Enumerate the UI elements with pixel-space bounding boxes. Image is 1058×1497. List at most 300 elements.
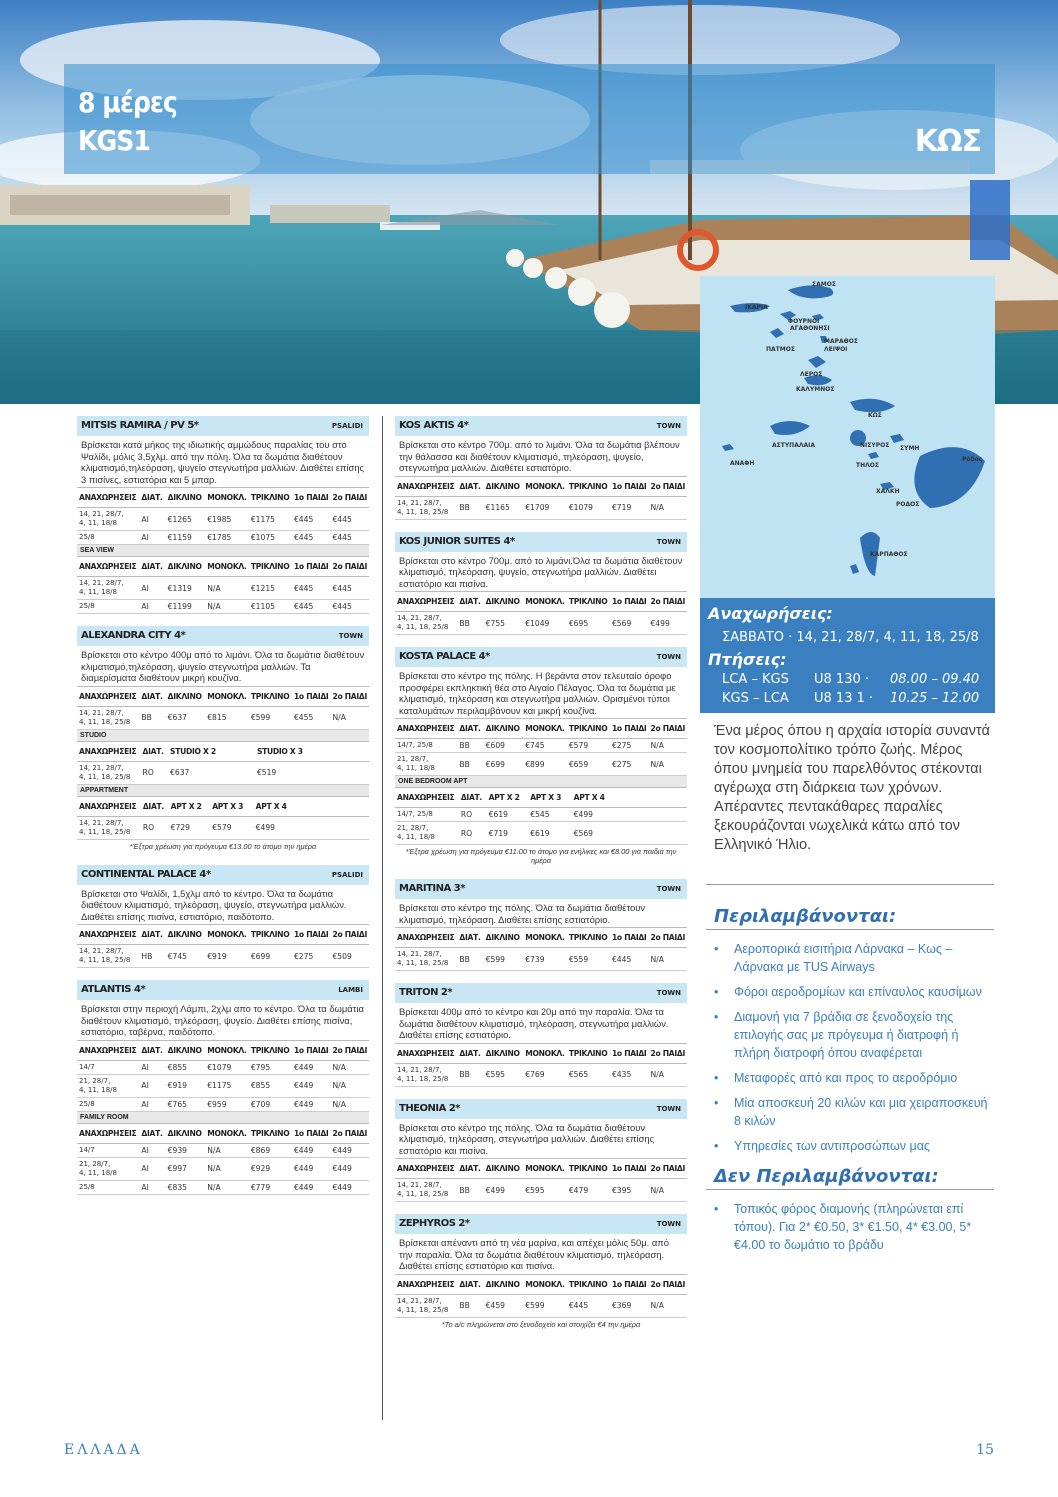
table-cell: €499 [254, 816, 297, 839]
table-cell [305, 761, 337, 784]
table-cell: RO [141, 816, 169, 839]
table-cell: €545 [528, 808, 571, 822]
table-cell: €745 [166, 945, 206, 968]
column-header: 1ο ΠΑΙΔΙ [292, 557, 331, 577]
hotel-description: Βρίσκεται στο Ψαλίδι, 1,5χλμ από το κέντρο. Όλα τα δωμάτια διαθέτουν κλιματισμό, τηλεόραση, ψυγείο, στεγνωτήρα μαλλιών. Διαθέτει επίσης πισίνα, εστιατόριο, παιδότοπο. [81, 887, 347, 922]
table-cell: N/A [648, 1294, 687, 1317]
table-cell: 25/8 [77, 600, 139, 614]
table-cell: €719 [487, 822, 529, 845]
hotel-description: Βρίσκεται απέναντι από τη νέα μαρίνα, και απέχει μόλις 50μ. από την παραλία. Όλα τα δωμάτια διαθέτουν κλιματισμό, τηλεόραση. Διαθέτει επίσης εστιατόριο και πισίνα. [399, 1237, 669, 1271]
hotel-card [395, 879, 687, 971]
column-header: ΔΙΚΛΙΝΟ [166, 488, 206, 508]
hotel-name: TRITON 2* [399, 987, 453, 998]
column-header: ΤΡΙΚΛΙΝΟ [567, 1274, 610, 1294]
column-header: ΑΝΑΧΩΡΗΣΕΙΣ [395, 719, 457, 739]
table-cell: €579 [210, 816, 253, 839]
divider [706, 929, 994, 930]
table-cell: 14, 21, 28/7, 4, 11, 18, 25/8 [77, 706, 139, 729]
column-header [218, 741, 255, 761]
table-cell: €765 [166, 1097, 206, 1111]
column-header: ΜΟΝΟΚΛ. [523, 476, 567, 496]
not-included-list [714, 1200, 996, 1261]
table-cell: BB [457, 496, 483, 519]
table-cell: €855 [249, 1074, 292, 1097]
hotel-description: Βρίσκεται στην περιοχή Λάμπι, 2χλμ απο το κέντρο. Όλα τα δωμάτια διαθέτουν κλιματισμό, τηλεόραση, ψυγείο. Διαθέτει επίσης πισίνα, εστιατόριο, ταβέρνα, παιδότοπο. [81, 1003, 364, 1037]
map-label-nisyros: ΝΙΣΥΡΟΣ [860, 442, 890, 449]
hotel-card [77, 865, 369, 969]
room-type-label: FAMILY ROOM [77, 1112, 369, 1123]
hotel-name: ATLANTIS 4* [81, 984, 146, 995]
hotel-description: Βρίσκεται στο κέντρο της πόλης. Όλα τα δωμάτια διαθέτουν κλιματισμό, τηλεόραση. Διαθέτει επίσης εστιατόριο. [399, 902, 646, 925]
hotel-card [77, 626, 369, 853]
column-header: ΑΝΑΧΩΡΗΣΕΙΣ [395, 788, 459, 808]
table-cell: N/A [330, 706, 369, 729]
table-cell: 14, 21, 28/7, 4, 11, 18, 25/8 [77, 761, 141, 784]
table-cell: €1075 [249, 531, 292, 545]
hotel-name: THEONIA 2* [399, 1102, 461, 1114]
table-cell: HB [139, 945, 165, 968]
column-header: ΑΝΑΧΩΡΗΣΕΙΣ [77, 1040, 139, 1060]
table-cell: €499 [572, 808, 615, 822]
table-row [395, 808, 687, 822]
column-header: 2ο ΠΑΙΔΙ [330, 1123, 369, 1143]
column-header: ΑΝΑΧΩΡΗΣΕΙΣ [77, 925, 139, 945]
column-header: APT X 3 [528, 788, 571, 808]
table-cell: 14/7 [77, 1143, 139, 1157]
table-cell: AI [139, 531, 165, 545]
table-row [77, 1180, 369, 1194]
column-header: ΔΙΑΤ. [457, 592, 483, 612]
table-cell: €445 [292, 577, 331, 600]
column-header: ΔΙΑΤ. [457, 1043, 483, 1063]
days-title: 8 μέρες [78, 86, 177, 119]
column-header: ΔΙΚΛΙΝΟ [166, 686, 206, 706]
column-header: ΜΟΝΟΚΛ. [205, 557, 249, 577]
table-cell: AI [139, 577, 165, 600]
table-cell: €719 [610, 496, 649, 519]
hotel-description: Βρίσκεται κατά μήκος της ιδιωτικής αμμώδους παραλίας του στο Ψαλίδι, μόλις 3,5χλμ. από την πόλη. Όλα τα δωμάτια διαθέτουν κλιματισμό,τηλεόραση, ψυγείο στεγνωτήρα μαλλιών. Διαθέτει επίσης 3 πισίνες, εστιατόρια και 5 μπαρ. [81, 439, 365, 485]
table-cell: N/A [205, 600, 249, 614]
table-cell: €1175 [205, 1074, 249, 1097]
price-table [395, 1274, 687, 1318]
table-cell: €445 [292, 508, 331, 531]
table-cell: 14, 21, 28/7, 4, 11, 18, 25/8 [395, 496, 457, 519]
table-row [395, 1294, 687, 1317]
flights-label: Πτήσεις: [708, 650, 787, 669]
price-table [395, 1158, 687, 1202]
hotel-location: TOWN [656, 885, 681, 893]
column-header: 1ο ΠΑΙΔΙ [610, 719, 649, 739]
table-cell [651, 822, 687, 845]
table-cell: €479 [567, 1179, 610, 1202]
table-cell: 14/7, 25/8 [395, 739, 457, 753]
table-cell: €569 [572, 822, 615, 845]
column-header: ΤΡΙΚΛΙΝΟ [567, 719, 610, 739]
table-cell: RO [459, 822, 487, 845]
table-cell: N/A [330, 1074, 369, 1097]
column-header: ΜΟΝΟΚΛ. [523, 592, 567, 612]
column-header [333, 796, 369, 816]
map-label-fournoi: ΦΟΥΡΝΟΙ [788, 318, 820, 325]
table-cell: N/A [205, 577, 249, 600]
map-label-ikaria: ΙΚΑΡΙΑ [745, 304, 768, 311]
table-cell: €1265 [166, 508, 206, 531]
table-cell: €637 [168, 761, 218, 784]
table-cell: BB [457, 948, 483, 971]
table-cell [297, 816, 333, 839]
hotel-header [395, 416, 687, 436]
table-cell: €695 [567, 612, 610, 635]
column-header: ΜΟΝΟΚΛ. [205, 925, 249, 945]
price-table [77, 556, 369, 614]
hotel-description: Βρίσκεται στο κέντρο 700μ. από το λιμάνι.Όλα τα δωμάτια διαθέτουν κλιματισμό, τηλεόραση, ψυγείο, στεγνωτήρα μαλλιών. Διαθέτει εστιατόριο και πισίνα. [399, 554, 683, 589]
column-header: 1ο ΠΑΙΔΙ [610, 928, 649, 948]
table-cell: 14, 21, 28/7, 4, 11, 18, 25/8 [77, 945, 139, 968]
table-row [77, 1074, 369, 1097]
table-cell: €445 [330, 508, 369, 531]
departures-label: Αναχωρήσεις: [708, 604, 833, 623]
column-header: ΜΟΝΟΚΛ. [205, 1040, 249, 1060]
table-cell: AI [139, 600, 165, 614]
column-header: ΑΝΑΧΩΡΗΣΕΙΣ [77, 1123, 139, 1143]
table-row [77, 1060, 369, 1074]
price-table [77, 1040, 369, 1112]
table-cell: €1215 [249, 577, 292, 600]
table-cell: €449 [292, 1097, 331, 1111]
table-cell [337, 761, 369, 784]
table-cell: €709 [249, 1097, 292, 1111]
column-header: ΑΝΑΧΩΡΗΣΕΙΣ [395, 1274, 457, 1294]
column-header: 2ο ΠΑΙΔΙ [648, 928, 687, 948]
table-cell [333, 816, 369, 839]
column-header: ΔΙΚΛΙΝΟ [166, 1040, 206, 1060]
table-cell: €1105 [249, 600, 292, 614]
table-cell: N/A [205, 1180, 249, 1194]
table-cell: €445 [292, 531, 331, 545]
table-row [395, 1063, 687, 1086]
hotels-column-left [77, 416, 369, 1207]
included-item: • Υπηρεσίες των αντιπροσώπων μας [714, 1137, 996, 1155]
table-cell [218, 761, 255, 784]
column-header: ΔΙΑΤ. [457, 1274, 483, 1294]
table-cell: €795 [249, 1060, 292, 1074]
column-header: 1ο ΠΑΙΔΙ [610, 476, 649, 496]
room-type-label: STUDIO [77, 730, 369, 741]
column-header: ΑΝΑΧΩΡΗΣΕΙΣ [77, 557, 139, 577]
table-row [395, 496, 687, 519]
hotel-header [77, 865, 369, 885]
room-type-label: ONE BEDROOM APT [395, 776, 687, 787]
column-header: 1ο ΠΑΙΔΙ [292, 1123, 331, 1143]
table-cell [615, 808, 651, 822]
departures-dates: ΣΑΒΒΑΤΟ · 14, 21, 28/7, 4, 11, 18, 25/8 [722, 630, 979, 645]
hotel-location: PSALIDI [331, 422, 363, 430]
column-header: ΔΙΚΛΙΝΟ [484, 1043, 524, 1063]
table-cell: €959 [205, 1097, 249, 1111]
table-cell [615, 822, 651, 845]
column-header: ΤΡΙΚΛΙΝΟ [567, 1043, 610, 1063]
table-cell: €449 [330, 1157, 369, 1180]
table-cell: €449 [292, 1143, 331, 1157]
table-cell: €1985 [205, 508, 249, 531]
price-table [395, 591, 687, 635]
column-header: 1ο ΠΑΙΔΙ [292, 925, 331, 945]
table-cell: 14, 21, 28/7, 4, 11, 18, 25/8 [395, 612, 457, 635]
table-cell: BB [457, 739, 483, 753]
column-divider [382, 416, 383, 1420]
column-header: ΜΟΝΟΚΛ. [523, 719, 567, 739]
hotel-name: KOS AKTIS 4* [399, 420, 469, 431]
map-label-agathonisi: ΑΓΑΘΟΝΗΣΙ [790, 325, 830, 332]
divider [706, 884, 994, 885]
table-cell: €445 [567, 1294, 610, 1317]
price-table [395, 1043, 687, 1087]
hotel-card [77, 980, 369, 1195]
hotel-card [395, 983, 687, 1087]
table-cell: N/A [330, 1060, 369, 1074]
table-cell: €637 [166, 706, 206, 729]
table-row [395, 753, 687, 776]
column-header: 1ο ΠΑΙΔΙ [610, 1159, 649, 1179]
included-item: • Μία αποσκευή 20 κιλών και μια χειραποσκευή 8 κιλών [714, 1094, 996, 1130]
table-row [77, 1157, 369, 1180]
table-row [77, 945, 369, 968]
column-header: ΔΙΑΤ. [141, 741, 169, 761]
column-header: ΜΟΝΟΚΛ. [205, 488, 249, 508]
column-header: ΤΡΙΚΛΙΝΟ [249, 1040, 292, 1060]
table-cell: N/A [648, 496, 687, 519]
table-cell: €659 [567, 753, 610, 776]
hotel-name: MITSIS RAMIRA / PV 5* [81, 420, 199, 431]
column-header: ΔΙΚΛΙΝΟ [484, 719, 524, 739]
table-cell: 21, 28/7, 4, 11, 18/8 [395, 822, 459, 845]
included-item: • Φόροι αεροδρομίων και επίναυλος καυσίμων [714, 983, 996, 1001]
table-cell: BB [457, 612, 483, 635]
table-cell: €835 [166, 1180, 206, 1194]
hotel-location: TOWN [656, 537, 681, 546]
table-cell: €1319 [166, 577, 206, 600]
column-header: ΔΙΑΤ. [457, 1159, 483, 1179]
column-header [297, 796, 333, 816]
table-cell: BB [457, 1294, 483, 1317]
table-cell: €919 [205, 945, 249, 968]
table-cell: 14, 21, 28/7, 4, 11, 18, 25/8 [77, 816, 141, 839]
included-item: • Αεροπορικά εισιτήρια Λάρνακα – Κως – Λάρνακα με TUS Airways [714, 940, 996, 976]
column-header: ΜΟΝΟΚΛ. [205, 686, 249, 706]
price-table [77, 924, 369, 968]
table-cell: €579 [567, 739, 610, 753]
table-cell: €1079 [567, 496, 610, 519]
map-label-leipsoi: ΛΕΙΨΟΙ [824, 346, 848, 353]
column-header: ΑΝΑΧΩΡΗΣΕΙΣ [77, 796, 141, 816]
table-cell: 14, 21, 28/7, 4, 11, 18, 25/8 [395, 1179, 457, 1202]
table-row [77, 1143, 369, 1157]
column-header: ΔΙΑΤ. [139, 1123, 165, 1143]
price-table [395, 787, 687, 845]
hotel-card [395, 647, 687, 867]
price-table [77, 796, 369, 840]
table-cell: €445 [292, 600, 331, 614]
table-cell: €445 [330, 577, 369, 600]
flight-number: U8 130 · [814, 672, 869, 687]
map-label-patmos: ΠΑΤΜΟΣ [766, 346, 795, 353]
column-header: ΤΡΙΚΛΙΝΟ [249, 1123, 292, 1143]
table-cell: BB [139, 706, 165, 729]
column-header: ΑΝΑΧΩΡΗΣΕΙΣ [395, 1043, 457, 1063]
table-cell: AI [139, 508, 165, 531]
table-cell: BB [457, 1179, 483, 1202]
table-cell: €1199 [166, 600, 206, 614]
map-label-rodos: ΡΟΔΟΣ [896, 501, 920, 508]
table-cell: €459 [484, 1294, 524, 1317]
column-header: ΑΝΑΧΩΡΗΣΕΙΣ [395, 476, 457, 496]
table-cell: €919 [166, 1074, 206, 1097]
column-header: ΔΙΑΤ. [141, 796, 169, 816]
map-label-symi: ΣΥΜΗ [900, 445, 920, 452]
column-header: ΤΡΙΚΛΙΝΟ [249, 488, 292, 508]
table-cell: €1079 [205, 1060, 249, 1074]
table-cell: €815 [205, 706, 249, 729]
table-cell: €599 [523, 1294, 567, 1317]
hotel-note: *Έξτρα χρέωση για πρόγευμα €11.00 το άτομο για ενήλικες και €8.00 για παιδιά την ημέρα [405, 847, 677, 865]
table-row [77, 1097, 369, 1111]
hotel-location: TOWN [656, 653, 681, 661]
column-header: 1ο ΠΑΙΔΙ [610, 592, 649, 612]
column-header: ΔΙΚΛΙΝΟ [166, 1123, 206, 1143]
table-cell: 25/8 [77, 1180, 139, 1194]
column-header: ΔΙΚΛΙΝΟ [484, 1159, 524, 1179]
map-label-tilos: ΤΗΛΟΣ [856, 462, 879, 469]
table-cell [651, 808, 687, 822]
table-row [395, 612, 687, 635]
table-cell: N/A [648, 948, 687, 971]
table-cell: €609 [484, 739, 524, 753]
price-table [77, 686, 369, 730]
column-header: APT X 2 [487, 788, 529, 808]
column-header: 2ο ΠΑΙΔΙ [330, 1040, 369, 1060]
hotel-description: Βρίσκεται στο κέντρο 700μ. από το λιμάνι. Όλα τα δωμάτια βλέπουν την θάλασσα και διαθέτουν κλιματισμό, τηλεόραση, ψυγείο, στεγνωτήρα μαλλιών. Διαθέτει εστιατόριο. [399, 439, 680, 473]
hotel-location: LAMBI [338, 986, 363, 994]
table-cell: €595 [523, 1179, 567, 1202]
table-cell: €619 [528, 822, 571, 845]
table-cell: €619 [487, 808, 529, 822]
table-cell: €449 [292, 1157, 331, 1180]
included-list [714, 940, 996, 1162]
column-header: ΔΙΚΛΙΝΟ [484, 1274, 524, 1294]
not-included-title: Δεν Περιλαμβάνονται: [714, 1166, 939, 1187]
table-cell: €509 [330, 945, 369, 968]
column-header: ΔΙΑΤ. [139, 557, 165, 577]
table-cell: €1709 [523, 496, 567, 519]
column-header: 2ο ΠΑΙΔΙ [330, 488, 369, 508]
column-header: STUDIO X 3 [255, 741, 305, 761]
column-header [337, 741, 369, 761]
table-cell: RO [141, 761, 169, 784]
hotel-location: TOWN [656, 1104, 681, 1113]
table-cell: €739 [523, 948, 567, 971]
table-cell: €559 [567, 948, 610, 971]
table-cell: €595 [484, 1063, 524, 1086]
table-cell: €565 [567, 1063, 610, 1086]
hotel-location: PSALIDI [331, 870, 363, 879]
column-header: 2ο ΠΑΙΔΙ [648, 1274, 687, 1294]
table-cell: €449 [330, 1180, 369, 1194]
page-number: 15 [976, 1442, 994, 1458]
table-cell: €499 [484, 1179, 524, 1202]
column-header: 2ο ΠΑΙΔΙ [648, 1159, 687, 1179]
column-header: ΜΟΝΟΚΛ. [523, 1043, 567, 1063]
price-table [395, 927, 687, 971]
hotel-card [395, 1099, 687, 1203]
hotel-location: TOWN [338, 632, 363, 640]
hotel-header [395, 647, 687, 667]
hotel-card [395, 1214, 687, 1331]
table-cell: N/A [648, 739, 687, 753]
hotels-column-right [395, 416, 687, 1343]
table-cell: AI [139, 1074, 165, 1097]
hotel-note: *Έξτρα χρέωση για πρόγευμα €13.00 το άτομο την ημέρα [129, 841, 317, 851]
column-header: 1ο ΠΑΙΔΙ [292, 686, 331, 706]
table-row [77, 816, 369, 839]
column-header: 1ο ΠΑΙΔΙ [610, 1274, 649, 1294]
room-type-label: SEA VIEW [77, 545, 369, 556]
column-header: ΤΡΙΚΛΙΝΟ [249, 557, 292, 577]
table-cell: €729 [169, 816, 211, 839]
hotel-name: ZEPHYROS 2* [399, 1218, 470, 1229]
table-row [77, 706, 369, 729]
column-header: ΔΙΑΤ. [139, 925, 165, 945]
footer-country: ΕΛΛΑΔΑ [64, 1442, 143, 1458]
column-header: ΑΝΑΧΩΡΗΣΕΙΣ [395, 592, 457, 612]
hotel-location: TOWN [656, 422, 681, 430]
table-cell: €1175 [249, 508, 292, 531]
table-cell: N/A [648, 1179, 687, 1202]
column-header: ΜΟΝΟΚΛ. [205, 1123, 249, 1143]
hotel-name: KOS JUNIOR SUITES 4* [399, 535, 515, 547]
table-row [395, 948, 687, 971]
hotel-name: ALEXANDRA CITY 4* [81, 630, 186, 641]
table-cell: €1785 [205, 531, 249, 545]
price-table [395, 476, 687, 520]
table-cell: 21, 28/7, 4, 11, 18/8 [77, 1157, 139, 1180]
hotel-name: MARITINA 3* [399, 883, 465, 894]
table-cell: €699 [249, 945, 292, 968]
column-header: ΔΙΑΤ. [139, 488, 165, 508]
map-label-marathos: ΜΑΡΑΘΟΣ [824, 338, 858, 345]
hotel-card [395, 416, 687, 520]
table-cell: €1159 [166, 531, 206, 545]
table-cell: RO [459, 808, 487, 822]
destination-description: Ένα μέρος όπου η αρχαία ιστορία συναντά τον κοσμοπολίτικο τρόπο ζωής. Μέρος όπου μνημεία του παρελθόντος στέκονται αγέρωχα στη διάρκεια των χρόνων. Απέραντες πεντακάθαρες παραλίες ξεκουράζονται νωχελικά κάτω από τον Ελληνικό Ήλιο. [714, 723, 990, 853]
table-row [77, 577, 369, 600]
table-cell: 25/8 [77, 531, 139, 545]
hotel-header [77, 980, 369, 1000]
price-table [77, 487, 369, 545]
column-header: ΜΟΝΟΚΛ. [523, 928, 567, 948]
departures-box [700, 598, 995, 713]
table-cell: €275 [610, 739, 649, 753]
map-label-rodos-town: Ρόδος [962, 456, 983, 463]
table-cell: €939 [166, 1143, 206, 1157]
table-cell: N/A [330, 1097, 369, 1111]
table-cell: 14/7, 25/8 [395, 808, 459, 822]
table-row [395, 739, 687, 753]
table-row [77, 508, 369, 531]
column-header: ΑΝΑΧΩΡΗΣΕΙΣ [77, 741, 141, 761]
column-header: ΤΡΙΚΛΙΝΟ [249, 925, 292, 945]
table-cell: €455 [292, 706, 331, 729]
column-header: ΔΙΚΛΙΝΟ [166, 925, 206, 945]
